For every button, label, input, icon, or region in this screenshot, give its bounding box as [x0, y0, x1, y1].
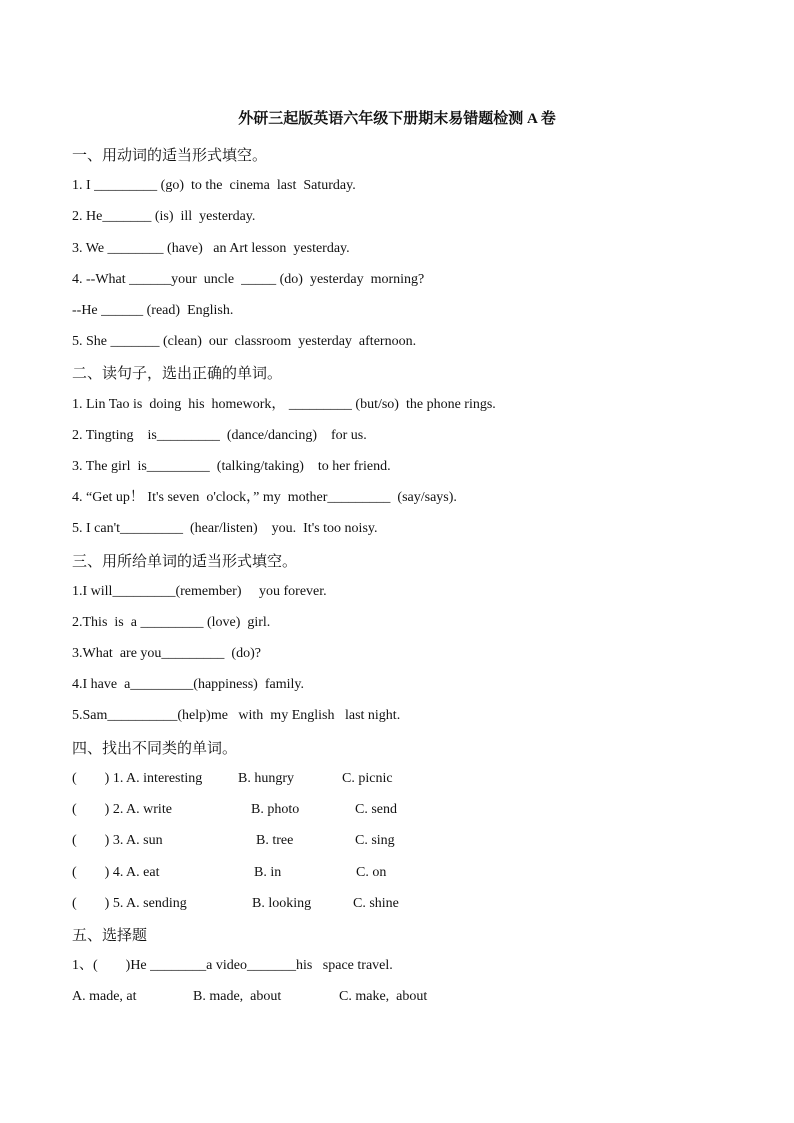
section-4-row-1-a: ( ) 1. A. interesting	[72, 771, 203, 786]
section-5-question-1: 1、( )He ________a video_______his space travel.	[72, 958, 393, 973]
section-3-item-2: 2.This is a _________ (love) girl.	[72, 615, 271, 630]
section-3-item-5: 5.Sam__________(help)me with my English last night.	[72, 708, 401, 723]
section-3-item-1: 1.I will_________(remember) you forever.	[72, 584, 327, 599]
section-5-option-b: B. made, about	[193, 989, 282, 1004]
section-3-heading: 三、用所给单词的适当形式填空。	[72, 552, 298, 570]
section-2-heading: 二、读句子，选出正确的单词。	[72, 364, 283, 382]
section-2-item-3: 3. The girl is_________ (talking/taking) to her friend.	[72, 459, 391, 474]
section-4-row-2-b: B. photo	[251, 802, 300, 817]
section-5-option-c: C. make, about	[339, 989, 428, 1004]
section-5-heading: 五、选择题	[72, 926, 148, 944]
section-3-item-3: 3.What are you_________ (do)?	[72, 646, 261, 661]
section-4-row-2-a: ( ) 2. A. write	[72, 802, 172, 817]
section-1-item-1: 1. I _________ (go) to the cinema last Saturday.	[72, 178, 356, 193]
section-4-row-5-c: C. shine	[353, 896, 399, 911]
section-4-heading: 四、找出不同类的单词。	[72, 739, 238, 757]
section-4-row-3-a: ( ) 3. A. sun	[72, 833, 163, 848]
page-title: 外研三起版英语六年级下册期末易错题检测 A 卷	[238, 111, 556, 127]
section-3-item-4: 4.I have a_________(happiness) family.	[72, 677, 304, 692]
section-4-row-4-a: ( ) 4. A. eat	[72, 865, 160, 880]
section-2-item-1: 1. Lin Tao is doing his homework， _________ (but/so) the phone rings.	[72, 397, 496, 412]
section-4-row-3-b: B. tree	[256, 833, 294, 848]
section-4-row-3-c: C. sing	[355, 833, 395, 848]
section-2-item-2: 2. Tingting is_________ (dance/dancing) for us.	[72, 428, 367, 443]
section-2-item-4: 4. “Get up！ It's seven o'clock，” my mother_________ (say/says).	[72, 490, 457, 505]
section-2-item-5: 5. I can't_________ (hear/listen) you. It's too noisy.	[72, 521, 378, 536]
section-4-row-4-c: C. on	[356, 865, 387, 880]
section-4-row-4-b: B. in	[254, 865, 282, 880]
section-4-row-2-c: C. send	[355, 802, 397, 817]
section-1-item-5: 5. She _______ (clean) our classroom yesterday afternoon.	[72, 334, 417, 349]
section-5-option-a: A. made, at	[72, 989, 137, 1004]
section-1-item-2: 2. He_______ (is) ill yesterday.	[72, 209, 256, 224]
section-1-heading: 一、用动词的适当形式填空。	[72, 146, 268, 164]
section-1-item-4-answer: --He ______ (read) English.	[72, 303, 234, 318]
section-1-item-4: 4. --What ______your uncle _____ (do) yesterday morning?	[72, 272, 425, 287]
section-4-row-1-b: B. hungry	[238, 771, 294, 786]
section-1-item-3: 3. We ________ (have) an Art lesson yesterday.	[72, 241, 350, 256]
section-4-row-5-a: ( ) 5. A. sending	[72, 896, 187, 911]
section-4-row-5-b: B. looking	[252, 896, 312, 911]
section-4-row-1-c: C. picnic	[342, 771, 393, 786]
